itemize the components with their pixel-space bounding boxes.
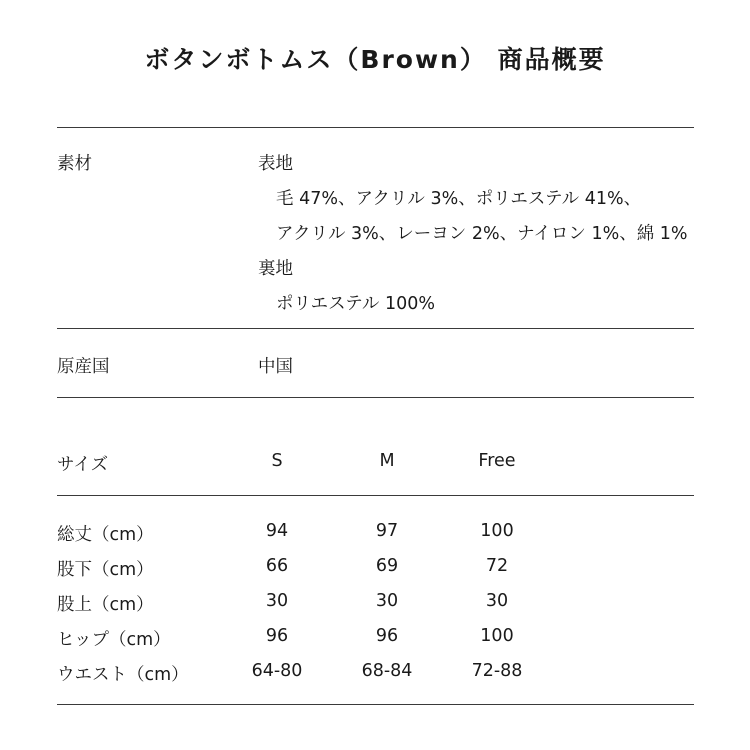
row-label: ヒップ（cm） (57, 630, 171, 650)
divider (57, 495, 694, 496)
outer-fabric-label: 表地 (258, 154, 293, 174)
origin-value: 中国 (258, 357, 293, 377)
outer-fabric-composition-line1: 毛 47%、アクリル 3%、ポリエステル 41%、 (276, 189, 642, 209)
page-title: ボタンボトムス（Brown） 商品概要 (144, 45, 606, 74)
cell-value: 64-80 (251, 661, 303, 681)
size-header-label: サイズ (57, 455, 109, 475)
divider (57, 328, 694, 329)
size-header-m: M (379, 451, 395, 471)
divider (57, 704, 694, 705)
cell-value: 68-84 (361, 661, 413, 681)
row-label: ウエスト（cm） (57, 665, 189, 685)
cell-value: 72 (485, 556, 509, 576)
divider (57, 397, 694, 398)
lining-label: 裏地 (258, 259, 293, 279)
cell-value: 66 (265, 556, 289, 576)
origin-label: 原産国 (57, 357, 110, 377)
row-label: 総丈（cm） (57, 525, 154, 545)
cell-value: 97 (375, 521, 399, 541)
cell-value: 100 (480, 521, 514, 541)
cell-value: 69 (375, 556, 399, 576)
material-label: 素材 (57, 154, 92, 174)
cell-value: 30 (265, 591, 289, 611)
row-label: 股上（cm） (57, 595, 154, 615)
size-header-free: Free (478, 451, 516, 471)
cell-value: 94 (265, 521, 289, 541)
cell-value: 100 (480, 626, 514, 646)
divider (57, 127, 694, 128)
outer-fabric-composition-line2: アクリル 3%、レーヨン 2%、ナイロン 1%、綿 1% (276, 224, 688, 244)
cell-value: 72-88 (471, 661, 523, 681)
size-header-s: S (271, 451, 283, 471)
cell-value: 30 (485, 591, 509, 611)
row-label: 股下（cm） (57, 560, 154, 580)
cell-value: 30 (375, 591, 399, 611)
cell-value: 96 (265, 626, 289, 646)
lining-composition: ポリエステル 100% (276, 294, 436, 314)
cell-value: 96 (375, 626, 399, 646)
